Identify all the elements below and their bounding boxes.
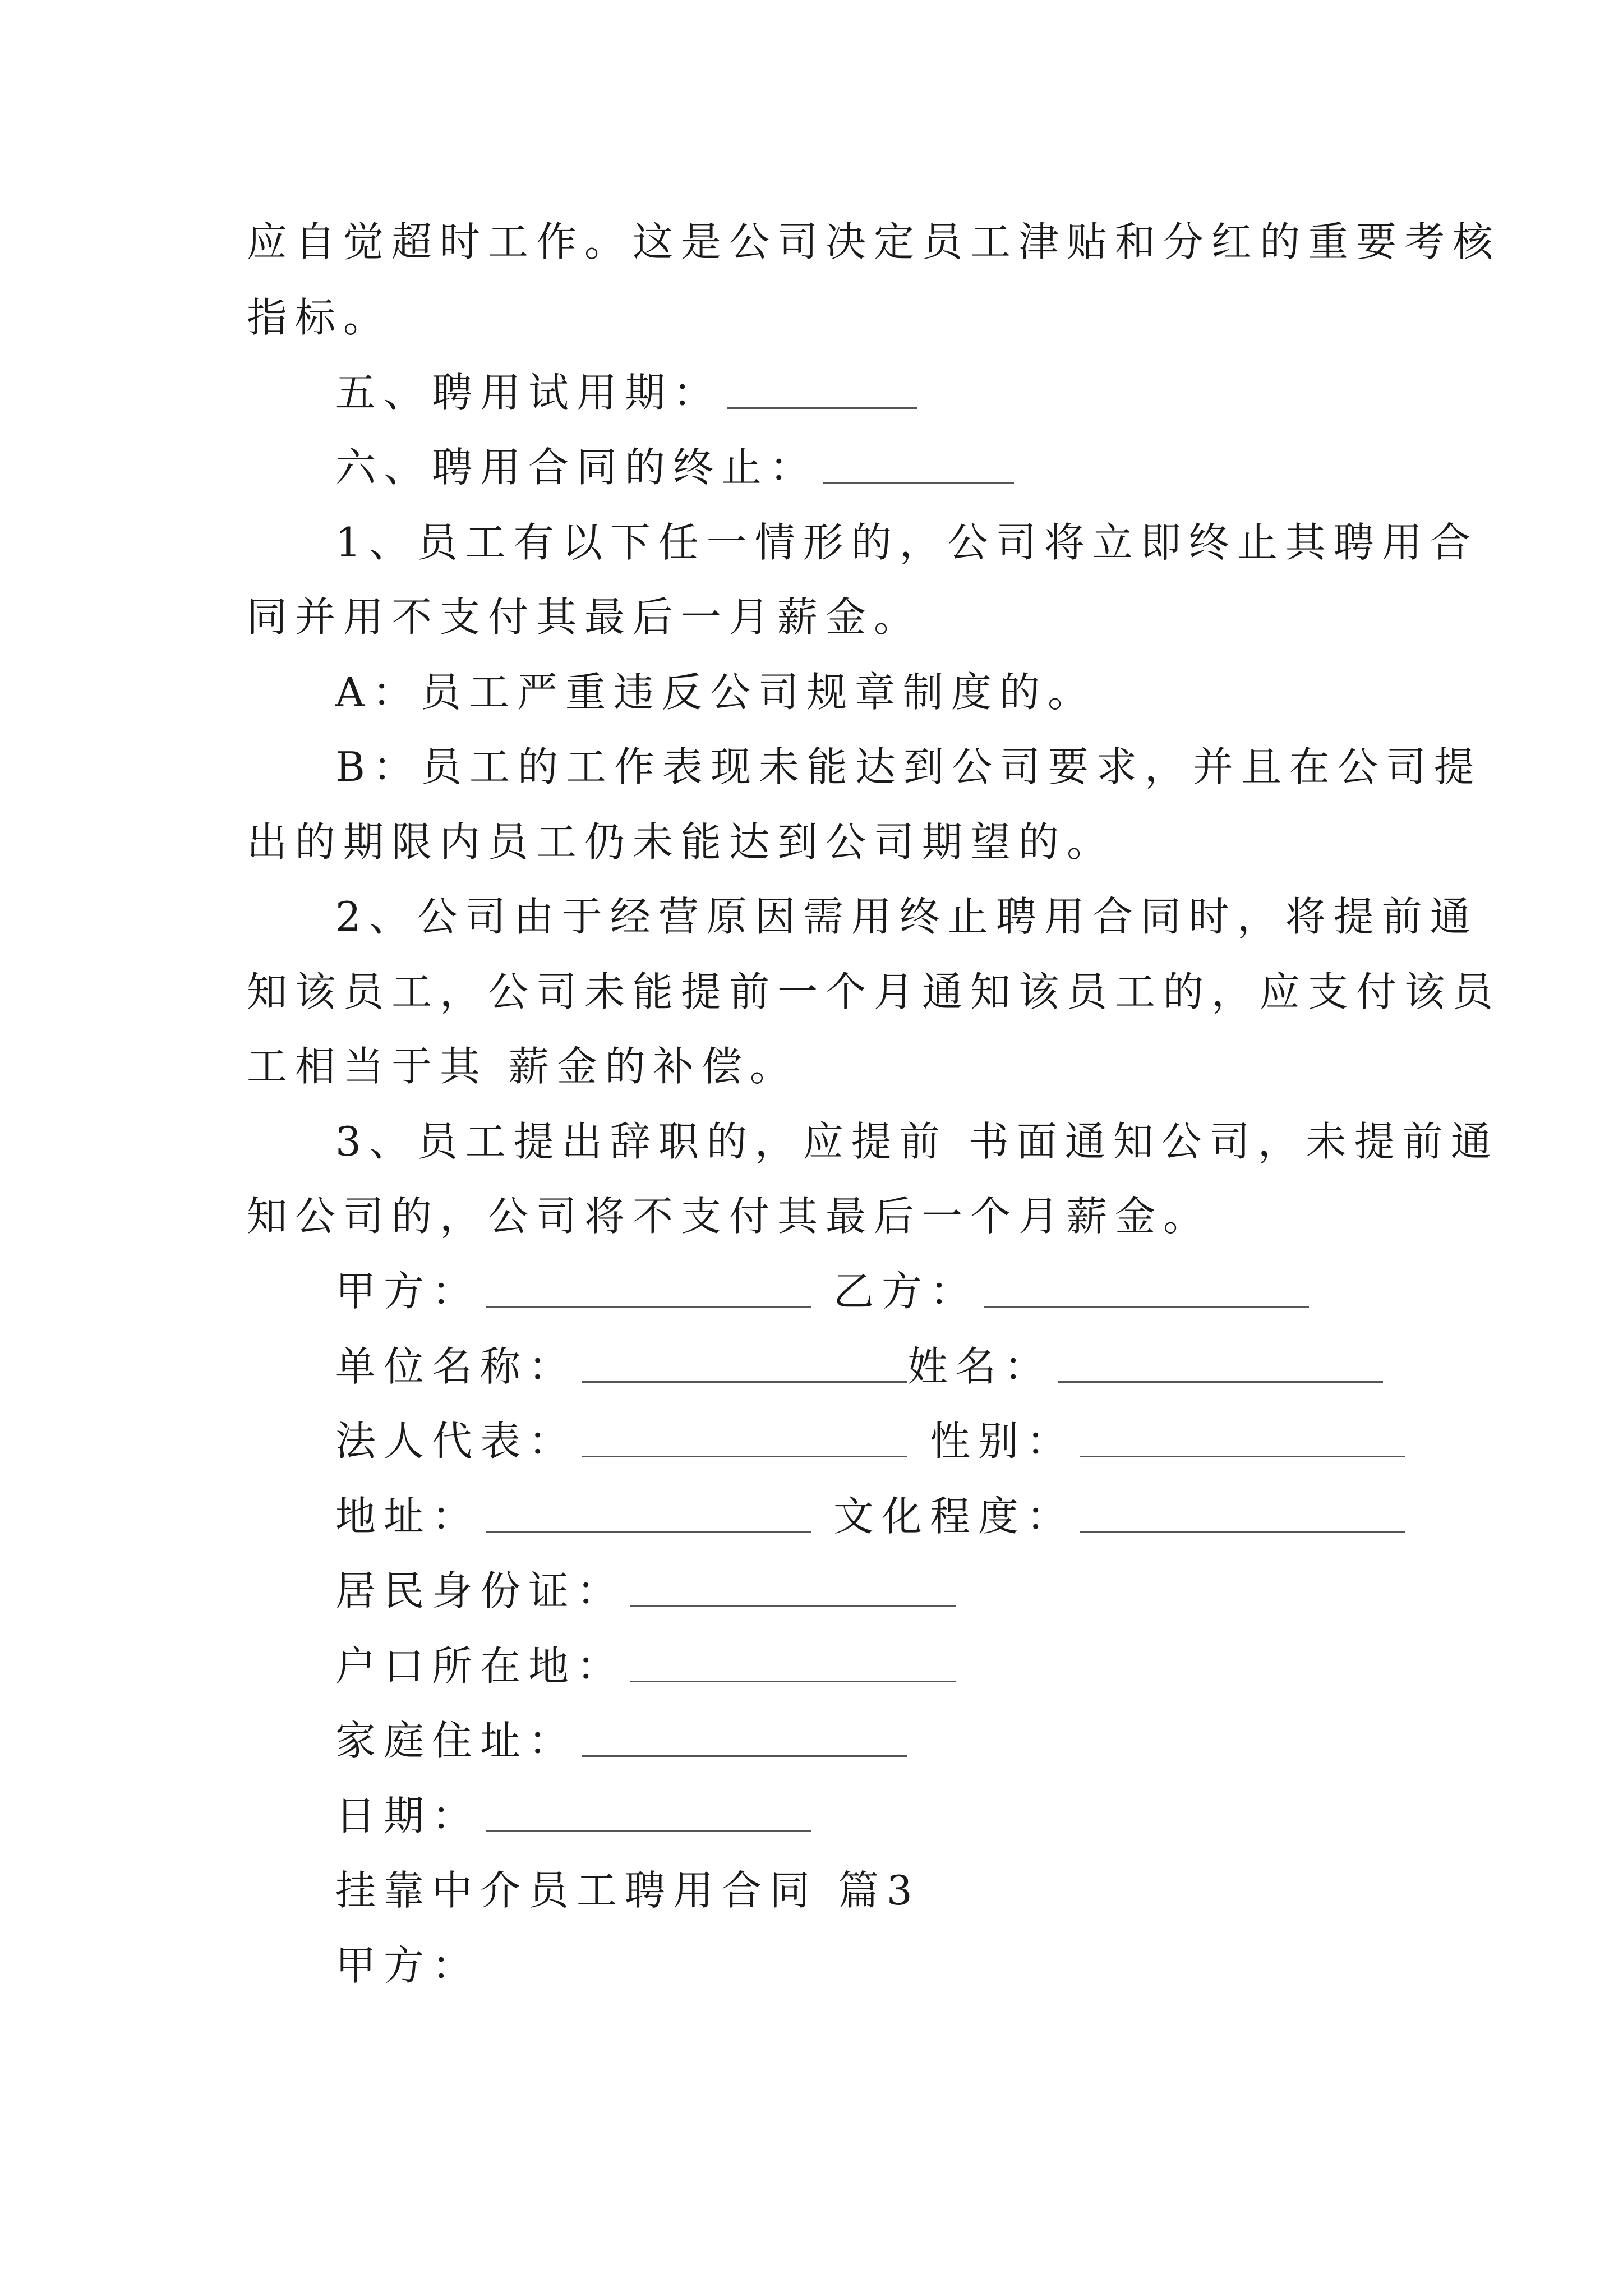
id-card-field[interactable] [630,1572,956,1607]
termination-blank[interactable] [823,448,1014,484]
signature-row [335,1418,1405,1465]
section-termination-label: 六、聘用合同的终止： [335,444,818,491]
date-field[interactable] [486,1797,811,1832]
signature-row [335,1343,1383,1390]
education-field[interactable] [1080,1497,1405,1533]
gender-label: 性别： [930,1418,1075,1465]
unit-name-field[interactable] [582,1347,907,1383]
signature-row [335,1642,956,1690]
clause-2-line: 工相当于其 薪金的补偿。 [247,1043,798,1090]
clause-a: A：员工严重违反公司规章制度的。 [335,669,1096,716]
clause-3-line: 知公司的，公司将不支付其最后一个月薪金。 [247,1193,1212,1240]
home-address-label: 家庭住址： [335,1717,577,1764]
section-probation [335,369,917,416]
name-label: 姓名： [907,1343,1053,1390]
id-card-label: 居民身份证： [335,1567,625,1614]
clause-2-line: 2、公司由于经营原因需用终止聘用合同时，将提前通 [335,893,1478,940]
clause-b-line: 出的期限内员工仍未能达到公司期望的。 [247,818,1115,866]
home-address-field[interactable] [582,1722,907,1757]
clause-1-line: 1、员工有以下任一情形的，公司将立即终止其聘用合 [335,519,1478,566]
party-b-label: 乙方： [833,1268,979,1315]
signature-row [335,1792,811,1839]
gender-field[interactable] [1080,1422,1405,1457]
party-b-field[interactable] [984,1272,1309,1308]
address-field[interactable] [486,1497,811,1533]
legal-rep-label: 法人代表： [335,1418,577,1465]
household-field[interactable] [630,1647,956,1682]
signature-row [335,1268,1309,1315]
section-title: 挂靠中介员工聘用合同 篇3 [335,1867,920,1914]
education-label: 文化程度： [833,1493,1075,1540]
probation-blank[interactable] [727,374,917,409]
paragraph-line: 指标。 [247,294,392,341]
signature-row [335,1717,907,1764]
unit-name-label: 单位名称： [335,1343,577,1390]
clause-b-line: B：员工的工作表现未能达到公司要求，并且在公司提 [335,743,1482,790]
date-label: 日期： [335,1792,481,1839]
household-label: 户口所在地： [335,1642,625,1690]
address-label: 地址： [335,1493,481,1540]
signature-row [335,1567,956,1614]
party-a-field[interactable] [486,1272,811,1308]
section-termination [335,444,1014,491]
signature-row [335,1493,1405,1540]
legal-rep-field[interactable] [582,1422,907,1457]
clause-1-line: 同并用不支付其最后一月薪金。 [247,593,923,641]
name-field[interactable] [1058,1347,1383,1383]
party-a-label: 甲方： [335,1268,481,1315]
clause-2-line: 知该员工，公司未能提前一个月通知该员工的，应支付该员 [247,968,1501,1015]
next-party-a-label: 甲方： [335,1942,481,1989]
clause-3-line: 3、员工提出辞职的，应提前 书面通知公司，未提前通 [335,1118,1499,1165]
section-probation-label: 五、聘用试用期： [335,369,722,416]
paragraph-line: 应自觉超时工作。这是公司决定员工津贴和分红的重要考核 [247,218,1501,265]
